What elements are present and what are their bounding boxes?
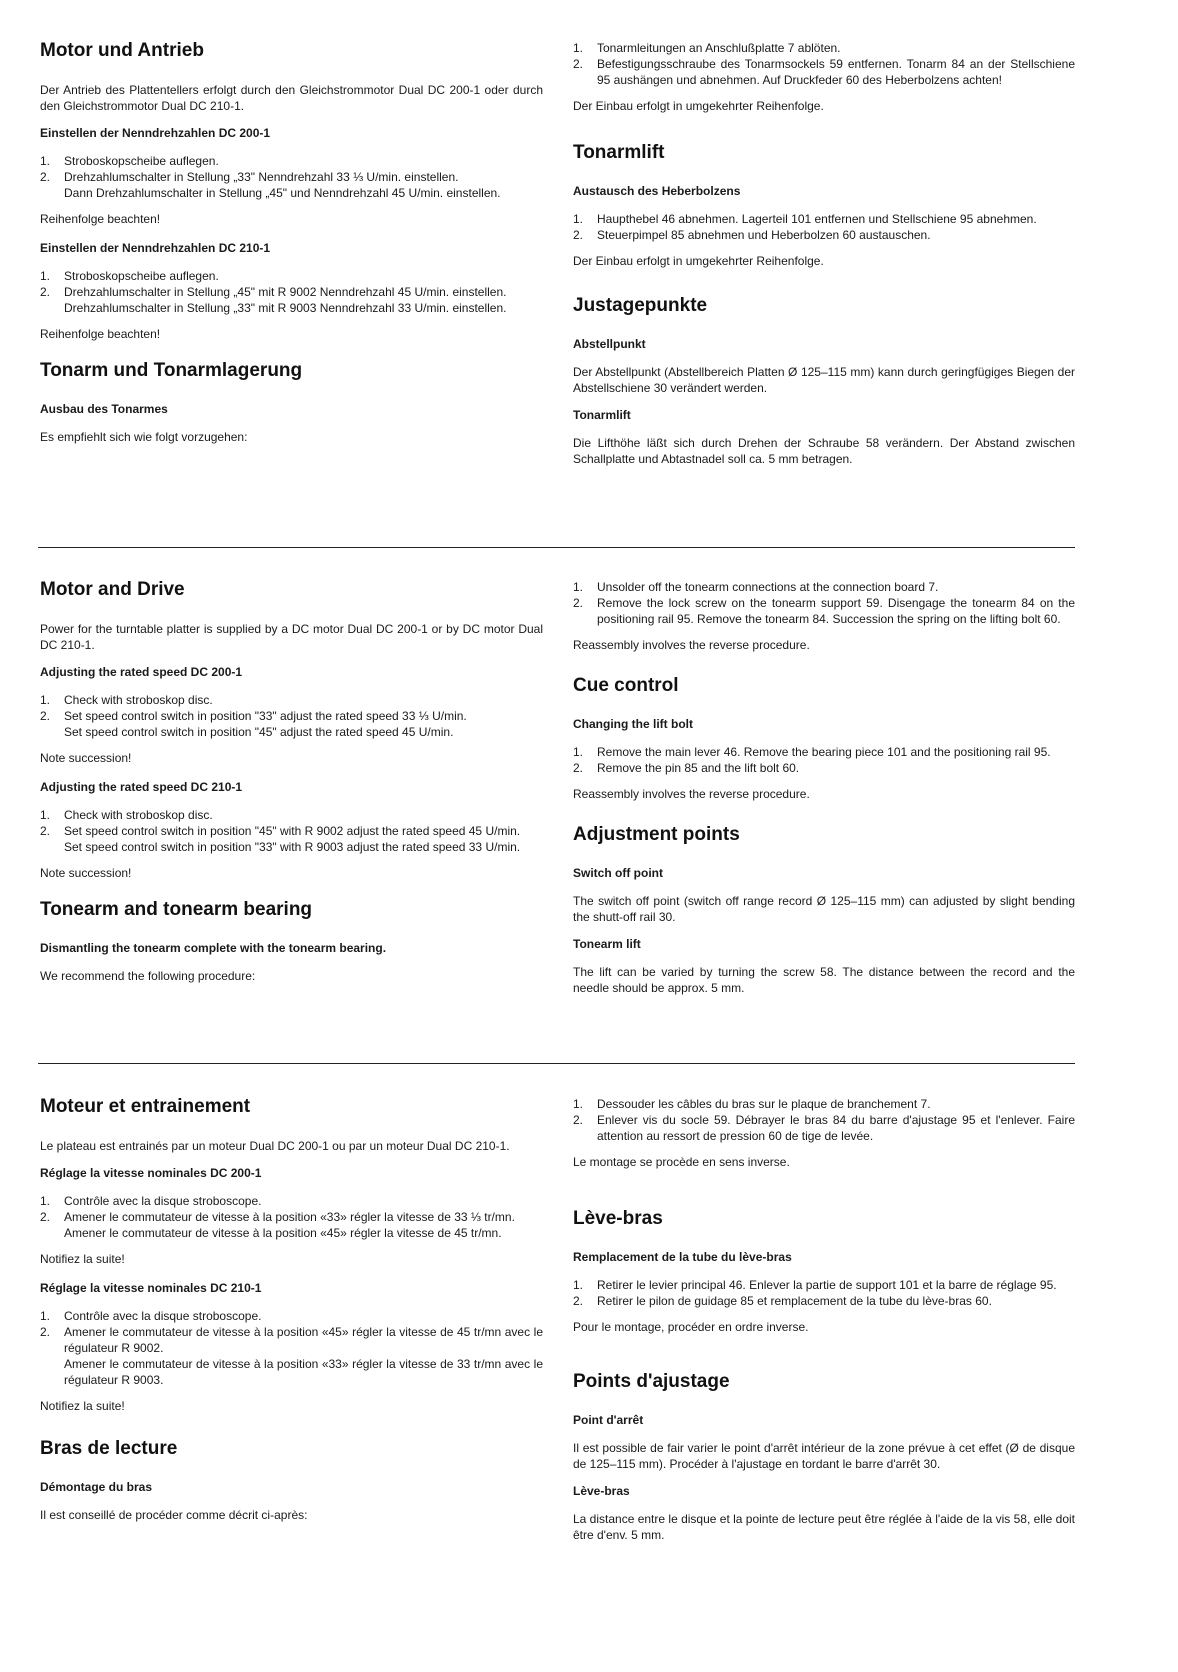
list-item	[40, 692, 543, 708]
heading-points-ajustage: Points d'ajustage	[573, 1371, 730, 1392]
list-item	[40, 268, 543, 284]
list-number: 1.	[40, 808, 51, 822]
list-item	[573, 1277, 1075, 1293]
list-item	[573, 595, 1075, 627]
subheading-dc210: Adjusting the rated speed DC 210-1	[40, 780, 243, 794]
subheading-dc200: Adjusting the rated speed DC 200-1	[40, 665, 243, 679]
list-dc200-steps	[40, 692, 543, 740]
english-left-column	[40, 579, 543, 996]
paragraph-switch-off: The switch off point (switch off range record Ø 125–115 mm) can adjusted by slight bending the shutt-off rail 30.	[573, 894, 1075, 924]
list-number: 2.	[40, 824, 51, 838]
subheading-tonearm-lift: Lève-bras	[573, 1484, 630, 1498]
list-number: 2.	[573, 57, 584, 71]
list-number: 1.	[40, 269, 51, 283]
list-dc210-steps	[40, 268, 543, 316]
list-number: 2.	[40, 285, 51, 299]
section-divider	[38, 547, 1075, 548]
list-item	[573, 211, 1075, 227]
list-item	[573, 579, 1075, 595]
list-number: 2.	[573, 1294, 584, 1308]
paragraph-reassembly: Reassembly involves the reverse procedure.	[573, 638, 810, 652]
list-number: 1.	[40, 154, 51, 168]
paragraph-motor-intro: Der Antrieb des Plattentellers erfolgt durch den Gleichstrommotor Dual DC 200-1 oder durch den Gleichstrommotor Dual DC 210-1.	[40, 83, 543, 113]
list-item	[40, 1209, 543, 1241]
list-item	[573, 1096, 1075, 1112]
list-dc210-steps	[40, 807, 543, 855]
list-text: Drehzahlumschalter in Stellung „45" mit R 9002 Nenndrehzahl 45 U/min. einstellen.	[64, 285, 507, 299]
heading-cue-control: Cue control	[573, 675, 679, 696]
list-text: Retirer le levier principal 46. Enlever la partie de support 101 et la barre de réglage 95.	[597, 1278, 1057, 1292]
list-text: Enlever vis du socle 59. Débrayer le bras 84 du barre d'ajustage 95 et l'enlever. Faire attention au ressort de pression 60 de tige de levée.	[597, 1113, 1075, 1143]
note-succession: Note succession!	[40, 866, 132, 880]
list-item	[573, 227, 1075, 243]
paragraph-tonearm-lift: The lift can be varied by turning the screw 58. The distance between the record and the needle should be approx. 5 mm.	[573, 965, 1075, 995]
english-right-column	[573, 579, 1075, 1008]
paragraph-reassembly: Der Einbau erfolgt in umgekehrter Reihenfolge.	[573, 254, 824, 268]
list-text: Remove the main lever 46. Remove the bearing piece 101 and the positioning rail 95.	[597, 745, 1051, 759]
list-number: 1.	[40, 693, 51, 707]
heading-motor-and-drive: Motor and Drive	[40, 579, 185, 600]
list-text: Unsolder off the tonearm connections at the connection board 7.	[597, 580, 939, 594]
list-text: Contrôle avec la disque stroboscope.	[64, 1194, 262, 1208]
list-number: 2.	[573, 1113, 584, 1127]
list-item	[573, 1112, 1075, 1144]
paragraph-tonearm-lift: La distance entre le disque et la pointe de lecture peut être réglée à l'aide de la vis 58, elle doit être d'env. 5 mm.	[573, 1512, 1075, 1542]
list-tonearm-steps	[573, 1096, 1075, 1144]
list-item	[40, 1193, 543, 1209]
list-number: 1.	[573, 1097, 584, 1111]
heading-adjustment-points: Adjustment points	[573, 824, 740, 845]
french-right-column	[573, 1096, 1075, 1555]
subheading-switch-off: Point d'arrêt	[573, 1413, 644, 1427]
list-item	[573, 760, 1075, 776]
subheading-switch-off: Switch off point	[573, 866, 663, 880]
list-number: 2.	[40, 709, 51, 723]
list-text: Remove the pin 85 and the lift bolt 60.	[597, 761, 800, 775]
paragraph-switch-off: Der Abstellpunkt (Abstellbereich Platten Ø 125–115 mm) kann durch geringfügiges Biegen der Abstellschiene 30 verändert werden.	[573, 365, 1075, 395]
list-text: Stroboskopscheibe auflegen.	[64, 154, 219, 168]
list-item	[573, 56, 1075, 88]
list-lift-steps	[573, 744, 1075, 776]
heading-cue-control: Tonarmlift	[573, 142, 665, 163]
heading-moteur: Moteur et entrainement	[40, 1096, 251, 1117]
list-tonearm-steps	[573, 579, 1075, 627]
heading-leve-bras: Lève-bras	[573, 1208, 663, 1229]
subheading-lift-bolt: Remplacement de la tube du lève-bras	[573, 1250, 792, 1264]
list-number: 1.	[40, 1309, 51, 1323]
paragraph-reassembly: Der Einbau erfolgt in umgekehrter Reihenfolge.	[573, 99, 824, 113]
list-number: 1.	[40, 1194, 51, 1208]
list-dc200-steps	[40, 1193, 543, 1241]
list-item	[573, 744, 1075, 760]
note-succession: Reihenfolge beachten!	[40, 327, 161, 341]
list-tonearm-steps	[573, 40, 1075, 88]
list-item	[40, 1308, 543, 1324]
list-text: Haupthebel 46 abnehmen. Lagerteil 101 entfernen und Stellschiene 95 abnehmen.	[597, 212, 1037, 226]
list-text: Drehzahlumschalter in Stellung „33" Nenndrehzahl 33 ⅓ U/min. einstellen.	[64, 170, 459, 184]
german-right-column	[573, 40, 1075, 479]
subheading-dismantling: Démontage du bras	[40, 1480, 153, 1494]
note-succession: Reihenfolge beachten!	[40, 212, 161, 226]
list-item	[573, 1293, 1075, 1309]
list-text: Amener le commutateur de vitesse à la position «33» régler la vitesse de 33 tr/mn avec le régulateur R 9003.	[64, 1357, 543, 1387]
list-number: 2.	[40, 1325, 51, 1339]
subheading-dismantling: Ausbau des Tonarmes	[40, 402, 168, 416]
list-text: Tonarmleitungen an Anschlußplatte 7 ablöten.	[597, 41, 841, 55]
paragraph-procedure: Es empfiehlt sich wie folgt vorzugehen:	[40, 430, 248, 444]
list-dc210-steps	[40, 1308, 543, 1388]
subheading-tonearm-lift: Tonarmlift	[573, 408, 631, 422]
paragraph-motor-intro: Le plateau est entrainés par un moteur Dual DC 200-1 ou par un moteur Dual DC 210-1.	[40, 1139, 510, 1153]
list-text: Drehzahlumschalter in Stellung „33" mit R 9003 Nenndrehzahl 33 U/min. einstellen.	[64, 301, 507, 315]
subheading-dc200: Réglage la vitesse nominales DC 200-1	[40, 1166, 262, 1180]
list-number: 1.	[573, 212, 584, 226]
subheading-dc200: Einstellen der Nenndrehzahlen DC 200-1	[40, 126, 271, 140]
list-number: 1.	[573, 745, 584, 759]
list-number: 1.	[573, 580, 584, 594]
note-succession: Notifiez la suite!	[40, 1252, 125, 1266]
list-item	[573, 40, 1075, 56]
list-text: Set speed control switch in position "33" with R 9003 adjust the rated speed 33 U/min.	[64, 840, 521, 854]
subheading-lift-bolt: Austausch des Heberbolzens	[573, 184, 741, 198]
list-number: 1.	[573, 1278, 584, 1292]
list-text: Amener le commutateur de vitesse à la position «45» régler la vitesse de 45 tr/mn avec le régulateur R 9002.	[64, 1325, 543, 1355]
french-left-column	[40, 1096, 543, 1535]
list-text: Retirer le pilon de guidage 85 et remplacement de la tube du lève-bras 60.	[597, 1294, 992, 1308]
list-item	[40, 823, 543, 855]
subheading-dc210: Réglage la vitesse nominales DC 210-1	[40, 1281, 262, 1295]
list-text: Dessouder les câbles du bras sur le plaque de branchement 7.	[597, 1097, 931, 1111]
paragraph-switch-off: Il est possible de fair varier le point d'arrêt intérieur de la zone prévue à cet effet (Ø de disque de 125–115 mm). Procéder à l'ajustage en tordant le barre d'arrêt 30.	[573, 1441, 1075, 1471]
list-lift-steps	[573, 1277, 1075, 1309]
note-succession: Notifiez la suite!	[40, 1399, 125, 1413]
paragraph-procedure: Il est conseillé de procéder comme décrit ci-après:	[40, 1508, 308, 1522]
list-text: Contrôle avec la disque stroboscope.	[64, 1309, 262, 1323]
subheading-lift-bolt: Changing the lift bolt	[573, 717, 693, 731]
heading-adjustment-points: Justagepunkte	[573, 295, 708, 316]
list-item	[40, 807, 543, 823]
section-divider	[38, 1063, 1075, 1064]
list-number: 1.	[573, 41, 584, 55]
heading-tonearm: Tonearm and tonearm bearing	[40, 899, 313, 920]
list-item	[40, 169, 543, 201]
paragraph-reassembly: Le montage se procède en sens inverse.	[573, 1155, 790, 1169]
paragraph-tonearm-lift: Die Lifthöhe läßt sich durch Drehen der Schraube 58 verändern. Der Abstand zwischen Schallplatte und Abtastnadel soll ca. 5 mm betragen.	[573, 436, 1075, 466]
list-text: Check with stroboskop disc.	[64, 808, 213, 822]
list-dc200-steps	[40, 153, 543, 201]
list-text: Remove the lock screw on the tonearm support 59. Disengage the tonearm 84 on the positioning rail 95. Remove the tonearm 84. Succession the spring on the lifting bolt 60.	[597, 596, 1075, 626]
german-left-column	[40, 40, 543, 457]
heading-motor-und-antrieb: Motor und Antrieb	[40, 40, 204, 61]
heading-tonearm: Tonarm und Tonarmlagerung	[40, 360, 303, 381]
list-text: Check with stroboskop disc.	[64, 693, 213, 707]
list-text: Amener le commutateur de vitesse à la position «33» régler la vitesse de 33 ⅓ tr/mn.	[64, 1210, 515, 1224]
list-lift-steps	[573, 211, 1075, 243]
list-number: 2.	[573, 761, 584, 775]
list-text: Dann Drehzahlumschalter in Stellung „45" und Nenndrehzahl 45 U/min. einstellen.	[64, 186, 501, 200]
list-text: Amener le commutateur de vitesse à la position «45» régler la vitesse de 45 tr/mn.	[64, 1226, 502, 1240]
list-text: Steuerpimpel 85 abnehmen und Heberbolzen 60 austauschen.	[597, 228, 931, 242]
paragraph-reassembly: Pour le montage, procéder en ordre inverse.	[573, 1320, 809, 1334]
subheading-tonearm-lift: Tonearm lift	[573, 937, 641, 951]
list-item	[40, 708, 543, 740]
list-number: 2.	[40, 170, 51, 184]
subheading-dismantling: Dismantling the tonearm complete with the tonearm bearing.	[40, 941, 387, 955]
list-item	[40, 1324, 543, 1388]
note-succession: Note succession!	[40, 751, 132, 765]
list-text: Stroboskopscheibe auflegen.	[64, 269, 219, 283]
subheading-switch-off: Abstellpunkt	[573, 337, 646, 351]
list-number: 2.	[40, 1210, 51, 1224]
heading-bras: Bras de lecture	[40, 1438, 178, 1459]
paragraph-procedure: We recommend the following procedure:	[40, 969, 256, 983]
paragraph-motor-intro: Power for the turntable platter is supplied by a DC motor Dual DC 200-1 or by DC motor Dual DC 210-1.	[40, 622, 543, 652]
list-text: Set speed control switch in position "45" adjust the rated speed 45 U/min.	[64, 725, 454, 739]
list-text: Set speed control switch in position "33" adjust the rated speed 33 ⅓ U/min.	[64, 709, 467, 723]
list-number: 2.	[573, 228, 584, 242]
list-text: Befestigungsschraube des Tonarmsockels 59 entfernen. Tonarm 84 an der Stellschiene 95 aushängen und abnehmen. Auf Druckfeder 60 des Heberbolzens achten!	[597, 57, 1075, 87]
list-text: Set speed control switch in position "45" with R 9002 adjust the rated speed 45 U/min.	[64, 824, 521, 838]
paragraph-reassembly: Reassembly involves the reverse procedure.	[573, 787, 810, 801]
subheading-dc210: Einstellen der Nenndrehzahlen DC 210-1	[40, 241, 271, 255]
list-number: 2.	[573, 596, 584, 610]
list-item	[40, 284, 543, 316]
list-item	[40, 153, 543, 169]
